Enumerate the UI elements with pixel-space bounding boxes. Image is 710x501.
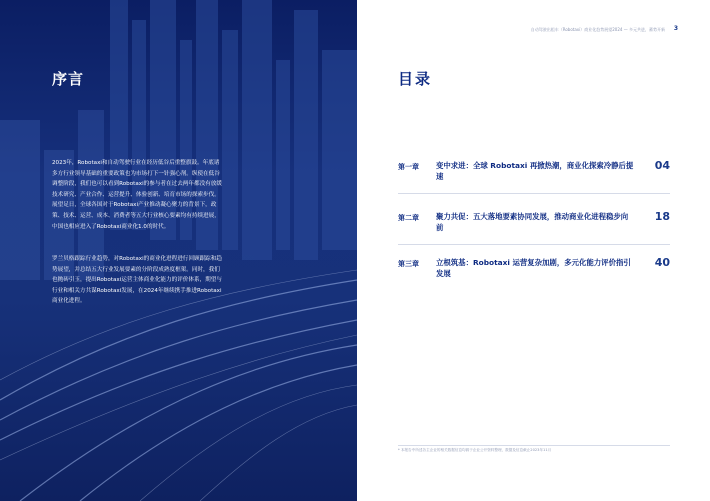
preface-paragraph-1: 2023年，Robotaxi和自动驾驶行业在经历低谷后重整旗鼓。年底诸多方行业领导基础的重要政策也为市场打下一针强心剂。纵使在低谷调整阶段，我们也可以看到Robotaxi的参与者在过去两年都没有放缓技术研究、产业合作、运营提升、体验创新、培育市场的探索步伐。展望足日，全球各国对于Robotaxi产业推动凝心聚力的背景下，政策、技术、运营、成本、消费者等五大行业核心要素均有持续进展，中国也相应进入了Robotaxi商业化1.0的时代。 (52, 160, 222, 230)
toc-panel (357, 0, 710, 501)
page-number: 3 (673, 25, 678, 32)
toc-divider (398, 193, 670, 194)
preface-title: 序言 (52, 70, 85, 88)
toc-page-number: 40 (654, 256, 670, 269)
toc-chapter-title: 变中求进：全球 Robotaxi 再掀热潮，商业化探索冷静后提速 (436, 161, 634, 181)
toc-title: 目录 (398, 70, 433, 88)
toc-chapter-label: 第二章 (398, 214, 419, 222)
preface-paragraph-2: 罗兰贝格跟踪行业趋势，对Robotaxi的商业化进程进行回顾跟踪和趋势展望，并总结五大行业发展要素的分阶段成熟度框架。同时，我们也抛砖引玉，提出Robotaxi运营主体商业化能力的评价体系，期望与行业和相关方共谋Robotaxi发展，在2024年继续携手推进Robotaxi商业化进程。 (52, 256, 222, 305)
running-header: 自动驾驶出租车（Robotaxi）商业化趋势展望2024 — 多元共进，蓄势开新 (530, 27, 665, 32)
toc-divider (398, 244, 670, 245)
toc-page-number: 04 (654, 159, 670, 172)
toc-chapter-title: 聚力共促：五大落地要素协同发展，推动商业化进程稳步向前 (436, 212, 629, 232)
toc-chapter-label: 第三章 (398, 260, 419, 268)
footnote: * 本报告中所述各主企业的相关数据信息均源于企业公开资料整理，数据及信息截止2023年11月 (398, 448, 552, 452)
footnote-divider (398, 445, 670, 446)
toc-page-number: 18 (654, 210, 670, 223)
toc-chapter-label: 第一章 (398, 163, 419, 171)
toc-chapter-title: 立根筑基：Robotaxi 运营复杂加剧，多元化能力评价指引发展 (436, 258, 631, 278)
